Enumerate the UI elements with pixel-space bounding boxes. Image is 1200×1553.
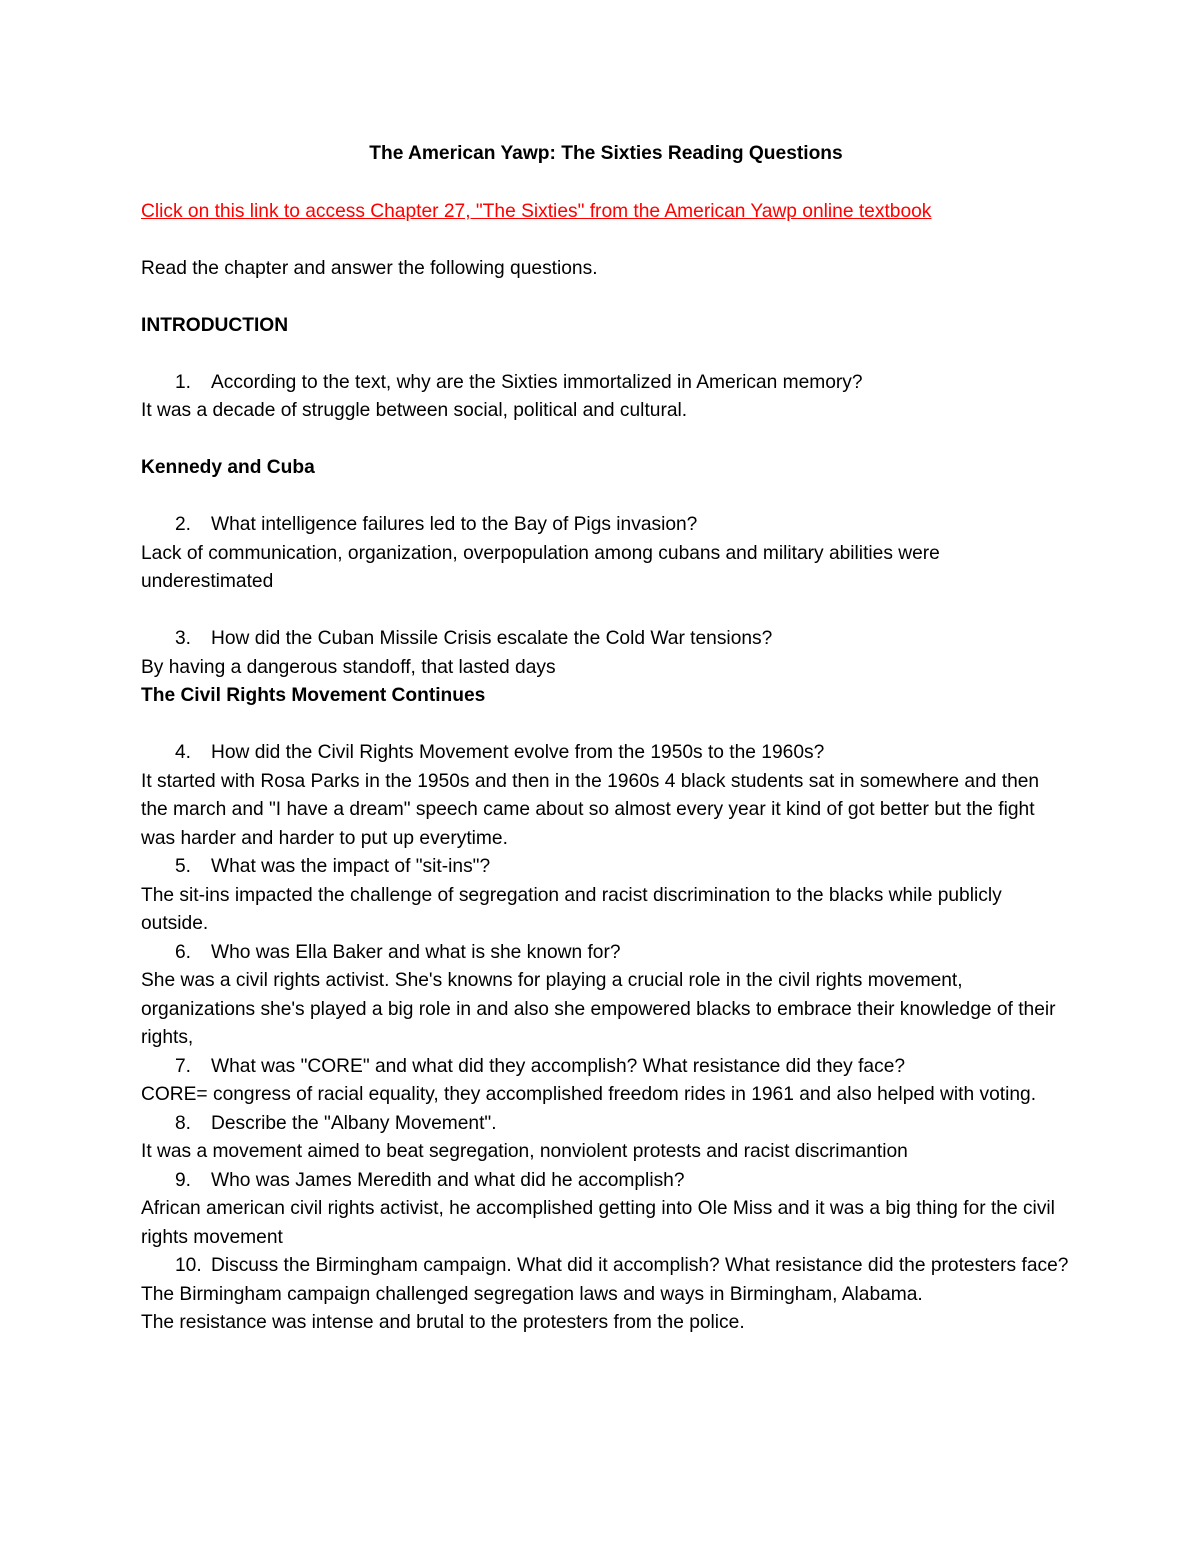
section-heading-kennedy-cuba: Kennedy and Cuba	[141, 457, 315, 478]
question-item-4	[141, 739, 1071, 853]
question-number: 7.	[175, 1055, 192, 1077]
answer-2: Lack of communication, organization, overpopulation among cubans and military abilities were underestimated	[141, 542, 940, 592]
spacer	[141, 711, 1071, 740]
answer-5: The sit-ins impacted the challenge of segregation and racist discrimination to the blacks while publicly outside.	[141, 884, 1002, 934]
question-number: 1.	[175, 371, 192, 393]
section-heading-civil-rights: The Civil Rights Movement Continues	[141, 685, 486, 706]
spacer	[141, 283, 1071, 312]
question-text: According to the text, why are the Sixties immortalized in American memory?	[211, 371, 863, 393]
question-number: 9.	[175, 1169, 192, 1191]
question-number: 5.	[175, 856, 192, 877]
instructions-text: Read the chapter and answer the following questions.	[141, 257, 598, 279]
question-item-8	[141, 1110, 1071, 1167]
question-text: Who was James Meredith and what did he accomplish?	[211, 1169, 685, 1191]
question-3	[141, 625, 1071, 654]
question-number: 3.	[175, 628, 192, 649]
question-text: What was "CORE" and what did they accomplish? What resistance did they face?	[211, 1055, 906, 1077]
answer-7: CORE= congress of racial equality, they accomplished freedom rides in 1961 and also helped with voting.	[141, 1084, 1037, 1105]
question-text: Describe the "Albany Movement".	[211, 1112, 497, 1134]
section-heading-introduction: INTRODUCTION	[141, 314, 289, 336]
question-7	[141, 1053, 1071, 1082]
question-text: What was the impact of "sit-ins"?	[211, 856, 491, 877]
question-text: Discuss the Birmingham campaign. What did it accomplish? What resistance did the protesters face?	[211, 1255, 1069, 1276]
document-title: The American Yawp: The Sixties Reading Questions	[369, 143, 843, 164]
question-item-10	[141, 1252, 1071, 1338]
spacer	[141, 426, 1071, 455]
spacer	[141, 597, 1071, 626]
question-item-2	[141, 511, 1071, 597]
answer-4: It started with Rosa Parks in the 1950s and then in the 1960s 4 black students sat in somewhere and then the march and "I have a dream" speech came about so almost every year it kind of got better but the fight was harder and harder to put up everytime.	[141, 770, 1040, 849]
question-item-5	[141, 853, 1071, 939]
question-text: How did the Civil Rights Movement evolve from the 1950s to the 1960s?	[211, 742, 825, 763]
answer-3: By having a dangerous standoff, that lasted days	[141, 656, 556, 678]
answer-1: It was a decade of struggle between social, political and cultural.	[141, 400, 688, 421]
question-text: Who was Ella Baker and what is she known for?	[211, 941, 621, 963]
question-number: 10.	[175, 1255, 202, 1276]
document-content	[141, 138, 1071, 1338]
spacer	[141, 483, 1071, 512]
answer-6: She was a civil rights activist. She's knowns for playing a crucial role in the civil rights movement, organizations she's played a big role in and also she empowered blacks to embrace their knowledge of their rights,	[141, 970, 1056, 1048]
answer-10-line-1: The Birmingham campaign challenged segregation laws and ways in Birmingham, Alabama.	[141, 1283, 923, 1305]
question-1	[141, 369, 1071, 398]
question-8	[141, 1110, 1071, 1139]
question-item-3	[141, 625, 1071, 682]
question-4	[141, 739, 1071, 768]
question-item-9	[141, 1167, 1071, 1253]
question-2	[141, 511, 1071, 540]
question-item-6	[141, 939, 1071, 1053]
chapter-link[interactable]: Click on this link to access Chapter 27, "The Sixties" from the American Yawp online textbook	[141, 201, 932, 222]
question-number: 8.	[175, 1112, 192, 1134]
question-text: How did the Cuban Missile Crisis escalate the Cold War tensions?	[211, 628, 773, 649]
question-5	[141, 853, 1071, 882]
question-10	[141, 1252, 1071, 1281]
question-number: 4.	[175, 742, 192, 763]
spacer	[141, 340, 1071, 369]
question-number: 6.	[175, 941, 192, 963]
question-number: 2.	[175, 514, 192, 535]
answer-8: It was a movement aimed to beat segregation, nonviolent protests and racist discrimantion	[141, 1141, 908, 1162]
answer-10-line-2: The resistance was intense and brutal to the protesters from the police.	[141, 1312, 745, 1333]
question-text: What intelligence failures led to the Bay of Pigs invasion?	[211, 514, 698, 535]
question-9	[141, 1167, 1071, 1196]
question-item-1	[141, 369, 1071, 426]
question-6	[141, 939, 1071, 968]
question-item-7	[141, 1053, 1071, 1110]
answer-9: African american civil rights activist, he accomplished getting into Ole Miss and it was a big thing for the civil rights movement	[141, 1198, 1055, 1248]
